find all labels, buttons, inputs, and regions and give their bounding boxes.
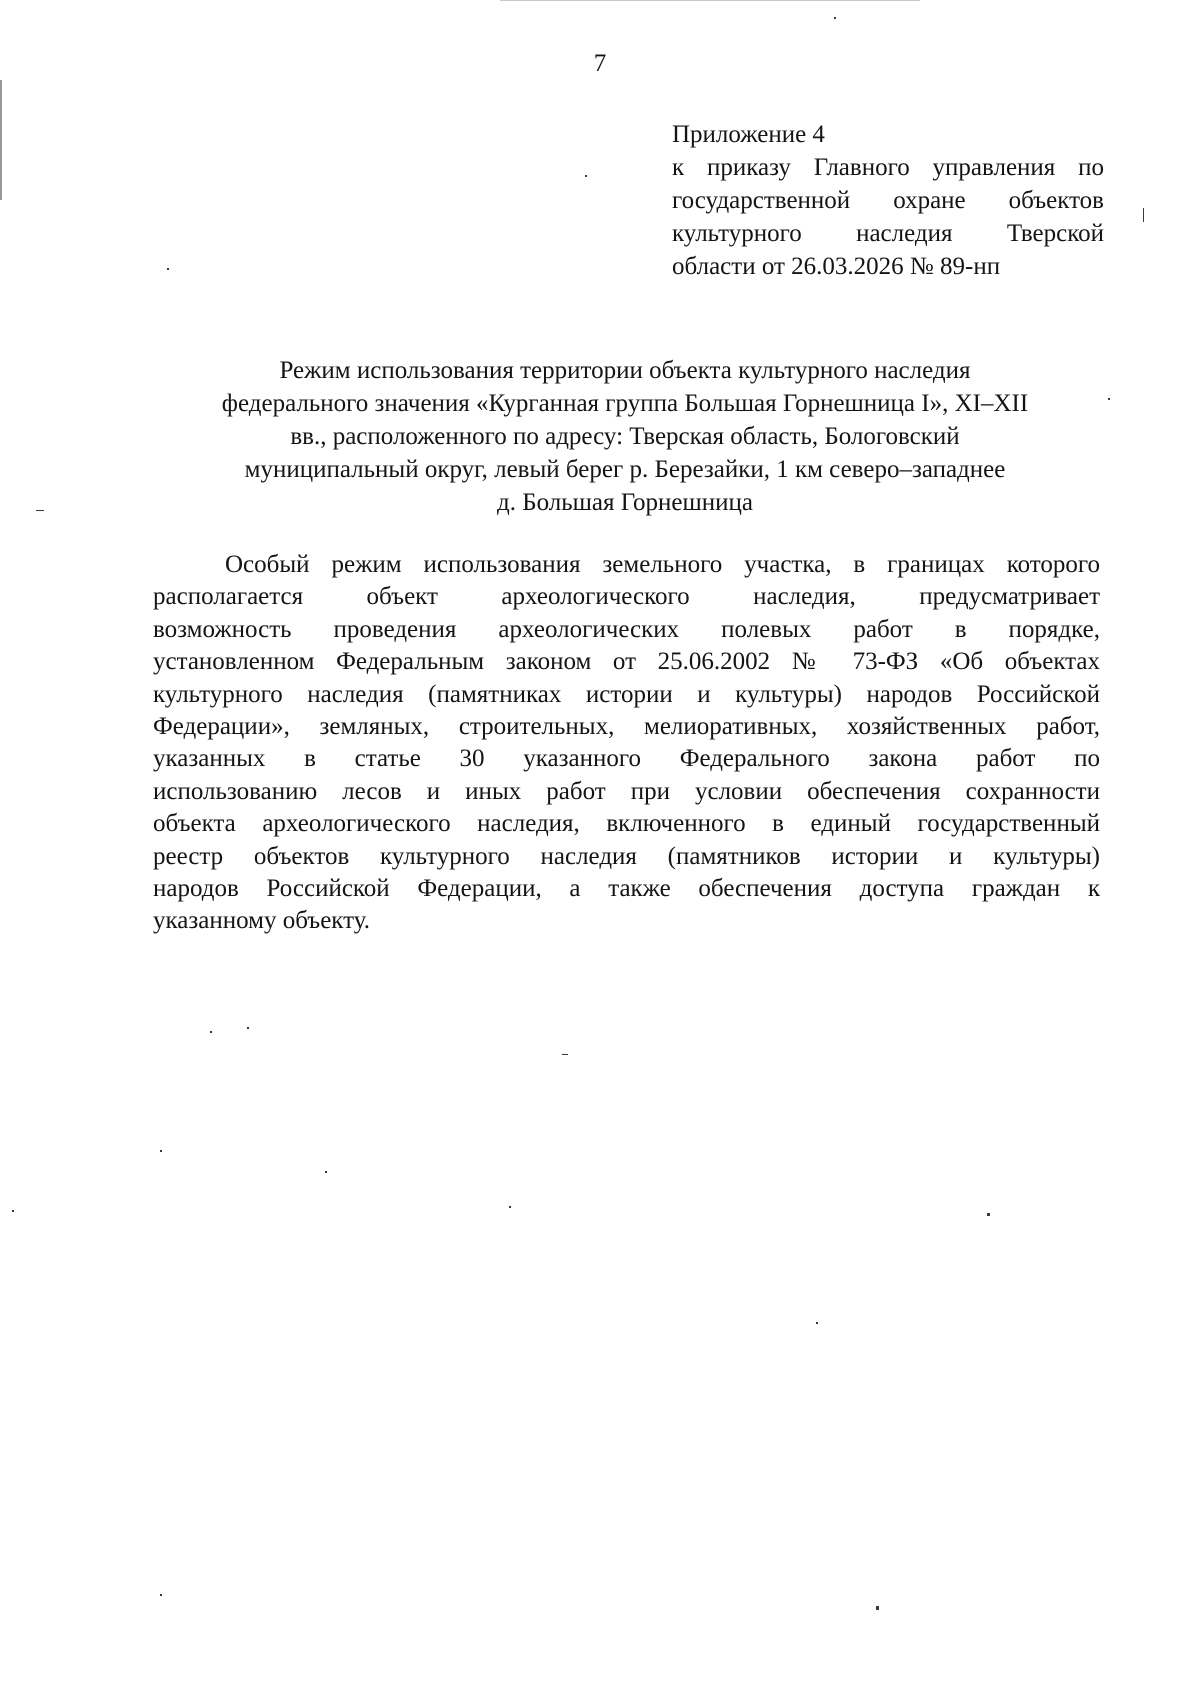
paragraph-line: возможность проведения археологических полевых работ в порядке, (153, 615, 1100, 643)
scan-speck (816, 1322, 818, 1324)
scan-speck (160, 1594, 162, 1596)
paragraph-line: Федерации», земляных, строительных, мелиоративных, хозяйственных работ, (153, 713, 1100, 741)
paragraph-line: располагается объект археологического наследия, предусматривает (153, 583, 1100, 611)
paragraph-line: Особый режим использования земельного участка, в границах которого (225, 551, 1100, 578)
appendix-order-line: к приказу Главного управления по (672, 154, 1104, 181)
appendix-order-line: культурного наследия Тверской (672, 220, 1104, 247)
paragraph-line: реестр объектов культурного наследия (памятников истории и культуры) (153, 842, 1100, 870)
scan-speck (987, 1213, 990, 1216)
scan-speck (167, 268, 169, 270)
paragraph-line: установленном Федеральным законом от 25.06.2002 № 73-ФЗ «Об объектах (153, 648, 1100, 676)
paragraph-line: объекта археологического наследия, включенного в единый государственный (153, 810, 1100, 838)
appendix-number: Приложение 4 (672, 121, 825, 148)
appendix-header (672, 118, 1104, 283)
title-line: вв., расположенного по адресу: Тверская область, Бологовский (290, 423, 960, 450)
scan-speck (876, 1606, 879, 1610)
page-number: 7 (593, 50, 607, 77)
scan-speck (562, 1054, 568, 1055)
scan-speck (210, 1031, 212, 1033)
scan-edge-left (0, 80, 2, 200)
paragraph-line: указанных в статье 30 указанного Федерального закона работ по (153, 745, 1100, 773)
scan-speck (585, 175, 587, 177)
paragraph-line: указанному объекту. (153, 907, 370, 935)
scan-speck (834, 17, 836, 19)
paragraph-line: культурного наследия (памятниках истории и культуры) народов Российской (153, 680, 1100, 708)
appendix-order-date: области от 26.03.2026 № 89-нп (672, 253, 1001, 280)
scan-speck (247, 1027, 249, 1029)
scan-speck (509, 1206, 511, 1208)
title-line: федерального значения «Курганная группа Большая Горнешница I», XI–XII (221, 390, 1029, 417)
scan-edge-top (500, 0, 920, 1)
title-line: муниципальный округ, левый берег р. Березайки, 1 км северо–западнее (244, 456, 1006, 483)
scan-speck (325, 1171, 327, 1173)
scan-speck (1108, 398, 1110, 400)
scan-speck (36, 510, 44, 511)
title-line: д. Большая Горнешница (497, 489, 753, 516)
paragraph-line: использованию лесов и иных работ при условии обеспечения сохранности (153, 777, 1100, 805)
appendix-order-line: государственной охране объектов (672, 187, 1104, 214)
scan-speck (160, 1150, 162, 1152)
paragraph-line: народов Российской Федерации, а также обеспечения доступа граждан к (153, 875, 1100, 903)
title-line: Режим использования территории объекта культурного наследия (279, 357, 971, 384)
scan-speck (12, 1210, 14, 1212)
scan-speck (1143, 208, 1144, 222)
document-title (150, 354, 1100, 519)
body-paragraph (153, 549, 1100, 938)
